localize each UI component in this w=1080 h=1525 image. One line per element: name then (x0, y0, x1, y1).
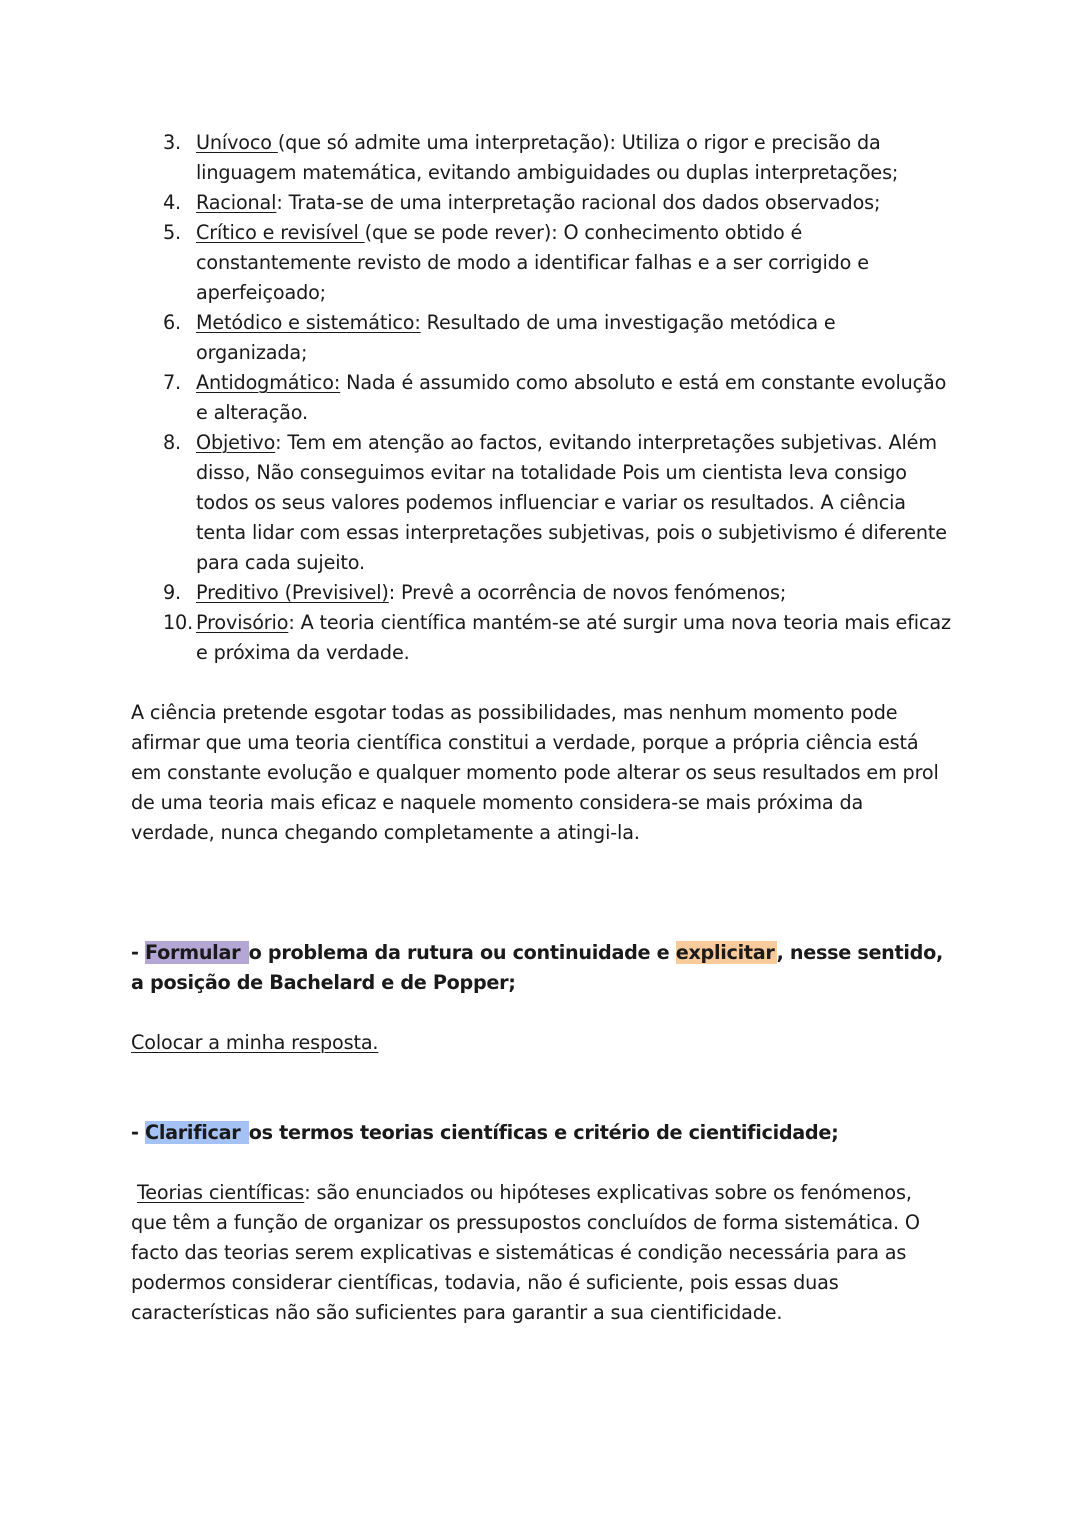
list-term: Objetivo (196, 431, 276, 454)
list-item (131, 428, 951, 578)
question-dash: - (131, 941, 146, 964)
list-item (131, 608, 951, 668)
list-text: (que se pode rever): O conhecimento obtido é constantemente revisto de modo a identificar falhas e a ser corrigido e aperfeiçoado; (196, 221, 869, 304)
list-number: 6. (163, 311, 182, 334)
list-text: Nada é assumido como absoluto e está em constante evolução e alteração. (196, 371, 947, 424)
list-number: 3. (163, 131, 182, 154)
list-item (131, 188, 951, 218)
list-number: 5. (163, 221, 182, 244)
list-text: : Tem em atenção ao factos, evitando interpretações subjetivas. Além disso, Não conseguimos evitar na totalidade Pois um cientista leva consigo todos os seus valores podemos influenciar e variar os resultados. A ciência tenta lidar com essas interpretações subjetivas, pois o subjetivismo é diferente para cada sujeito. (196, 431, 947, 574)
list-item (131, 308, 951, 368)
list-term: Preditivo (Previsivel) (196, 581, 389, 604)
list-text: (que só admite uma interpretação): Utiliza o rigor e precisão da linguagem matemática, evitando ambiguidades ou duplas interpretações; (196, 131, 899, 184)
list-text: : A teoria científica mantém-se até surgir uma nova teoria mais eficaz e próxima da verdade. (196, 611, 951, 664)
question-text: o problema da rutura ou continuidade e (248, 941, 676, 964)
list-number: 7. (163, 371, 182, 394)
highlight-explicitar: explicitar (675, 941, 775, 964)
question-text: , nesse sentido, a posição de Bachelard e de Popper; (131, 941, 943, 994)
list-term: Antidogmático: (196, 371, 341, 394)
highlight-clarificar: Clarificar (145, 1121, 247, 1144)
list-item (131, 218, 951, 308)
list-term: Metódico e sistemático: (196, 311, 421, 334)
question-dash: - (131, 1121, 146, 1144)
list-text: : Prevê a ocorrência de novos fenómenos; (388, 581, 787, 604)
answer-placeholder: Colocar a minha resposta. (131, 1031, 379, 1054)
list-number: 9. (163, 581, 182, 604)
list-term: Racional (196, 191, 277, 214)
highlight-formular: Formular (145, 941, 247, 964)
list-item (131, 128, 951, 188)
list-text: Resultado de uma investigação metódica e organizada; (196, 311, 836, 364)
question-text: os termos teorias científicas e critério de cientificidade; (248, 1121, 839, 1144)
list-text: : Trata-se de uma interpretação racional dos dados observados; (276, 191, 881, 214)
definition-text: : são enunciados ou hipóteses explicativas sobre os fenómenos, que têm a função de organizar os pressupostos concluídos de forma sistemática. O facto das teorias serem explicativas e sistemáticas é condição necessária para as podermos considerar científicas, todavia, não é suficiente, pois essas duas características não são suficientes para garantir a sua cientificidade. (131, 1181, 920, 1324)
definition-teorias-cientificas (131, 1178, 951, 1328)
list-item (131, 578, 951, 608)
list-number: 10. (163, 611, 194, 634)
science-paragraph: A ciência pretende esgotar todas as possibilidades, mas nenhum momento pode afirmar que uma teoria científica constitui a verdade, porque a própria ciência está em constante evolução e qualquer momento pode alterar os seus resultados em prol de uma teoria mais eficaz e naquele momento considera-se mais próxima da verdade, nunca chegando completamente a atingi-la. (131, 701, 939, 844)
list-item (131, 368, 951, 428)
definition-term: Teorias científicas (136, 1181, 305, 1204)
question-rutura-continuidade (131, 938, 951, 998)
list-term: Provisório (196, 611, 289, 634)
list-term: Crítico e revisível (196, 221, 365, 244)
science-characteristics-list (131, 128, 951, 668)
document-body (131, 128, 951, 1328)
list-number: 8. (163, 431, 182, 454)
list-term: Unívoco (196, 131, 278, 154)
list-number: 4. (163, 191, 182, 214)
question-teorias-cientificas (131, 1118, 951, 1148)
